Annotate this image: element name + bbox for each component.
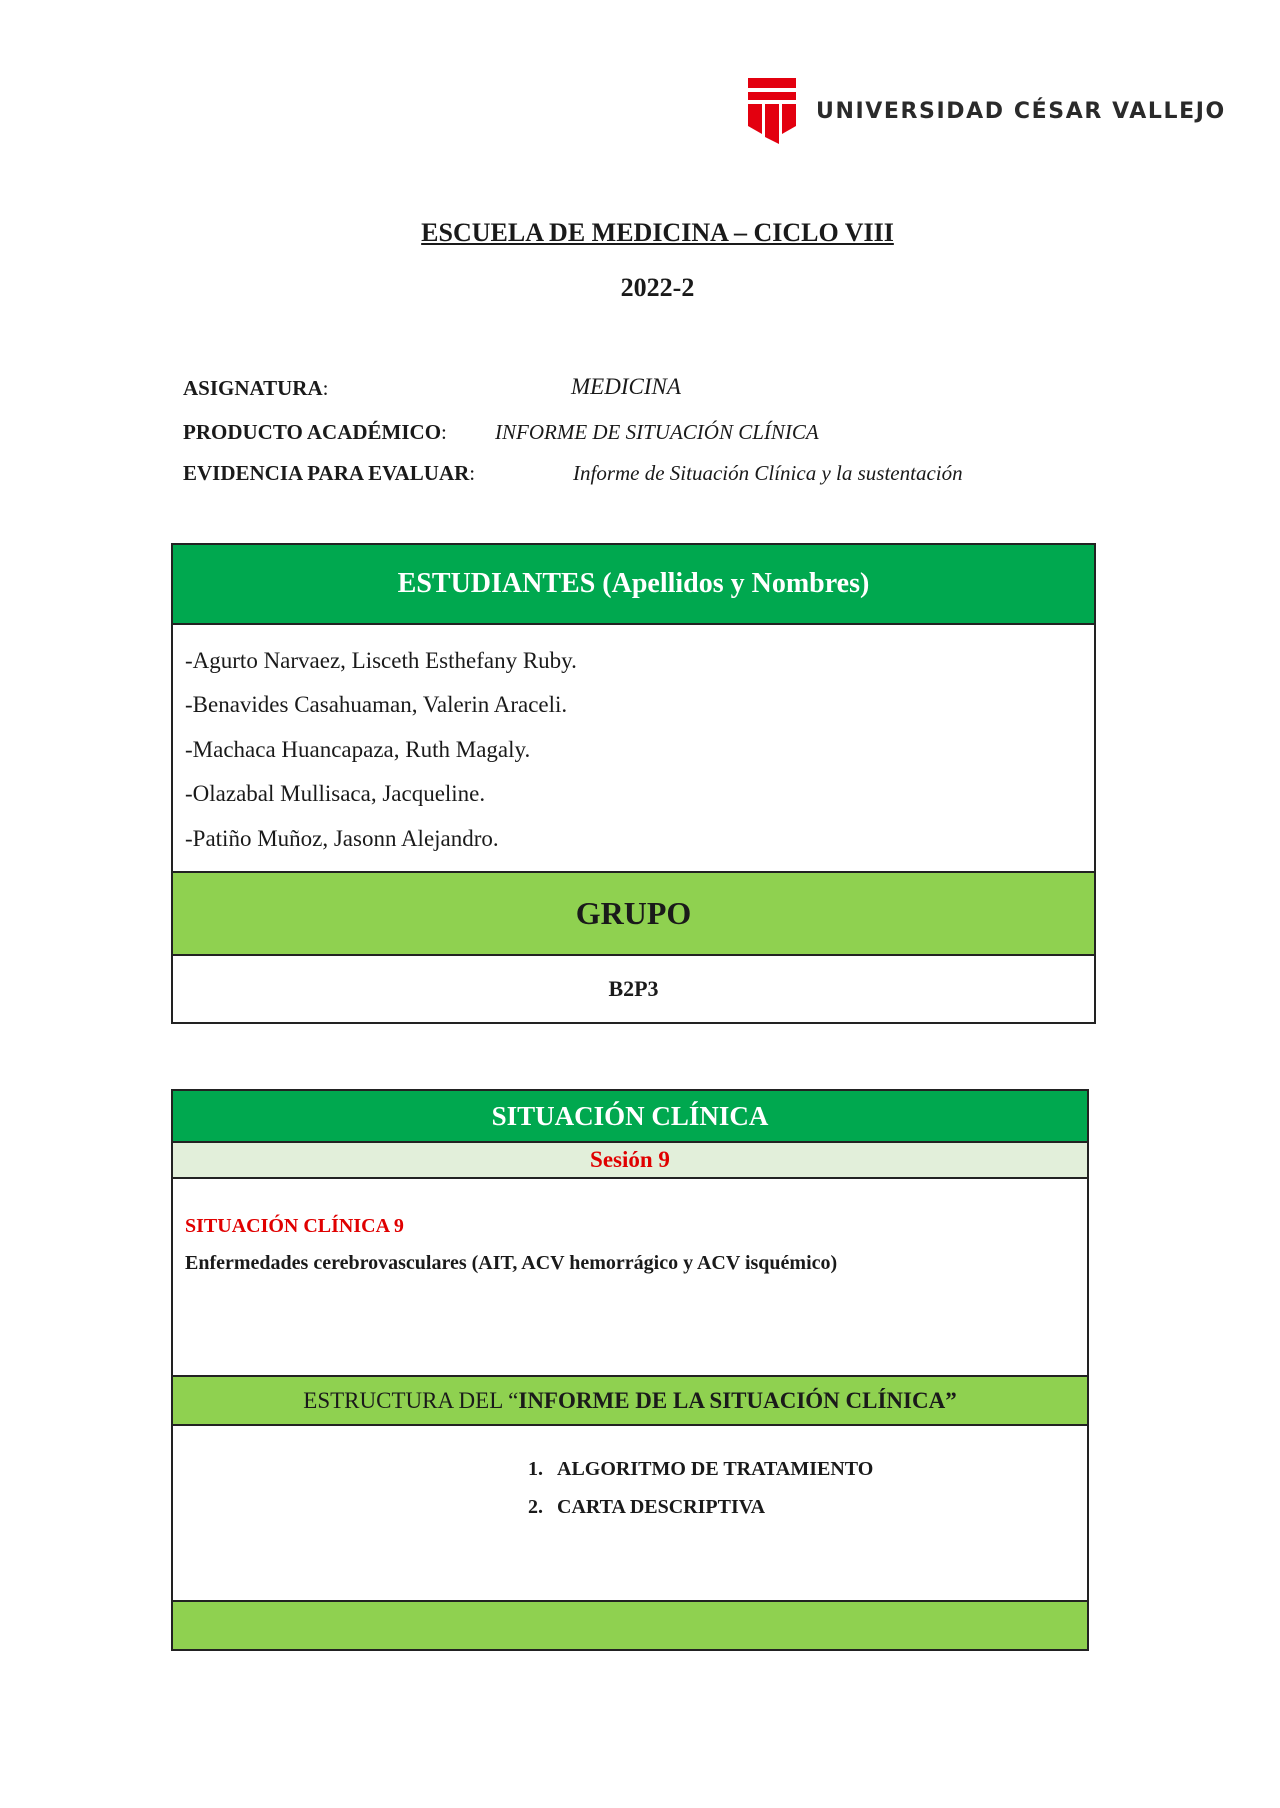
product-value: INFORME DE SITUACIÓN CLÍNICA — [495, 420, 819, 444]
student-name: -Olazabal Mullisaca, Jacqueline. — [185, 781, 486, 807]
university-name: UNIVERSIDAD CÉSAR VALLEJO — [816, 98, 1226, 124]
session-label: Sesión 9 — [590, 1147, 670, 1172]
list-item: 2. CARTA DESCRIPTIVA — [528, 1496, 766, 1518]
structure-prefix: ESTRUCTURA DEL “ — [303, 1387, 519, 1413]
group-value: B2P3 — [172, 955, 1095, 1023]
group-header: GRUPO — [172, 872, 1095, 955]
case-cell — [172, 1178, 1088, 1376]
university-logo — [744, 78, 1226, 144]
period-title: 2022-2 — [620, 273, 695, 302]
evidence-label: EVIDENCIA PARA EVALUAR — [183, 461, 470, 485]
subject-row: ASIGNATURA: MEDICINA — [183, 374, 681, 400]
clinical-situation-table — [171, 1089, 1089, 1651]
school-cycle-title: ESCUELA DE MEDICINA – CICLO VIII — [421, 218, 894, 247]
list-item: 1. ALGORITMO DE TRATAMIENTO — [528, 1458, 874, 1480]
case-title: SITUACIÓN CLÍNICA 9 — [185, 1215, 404, 1237]
structure-list — [503, 1450, 1087, 1526]
footer-bar — [172, 1601, 1088, 1650]
session-cell — [172, 1142, 1088, 1178]
student-name: -Agurto Narvaez, Lisceth Esthefany Ruby. — [185, 647, 577, 673]
product-label: PRODUCTO ACADÉMICO — [183, 420, 442, 444]
structure-title: INFORME DE LA SITUACIÓN CLÍNICA” — [518, 1387, 957, 1413]
students-header: ESTUDIANTES (Apellidos y Nombres) — [172, 544, 1095, 624]
subject-value: MEDICINA — [571, 374, 681, 399]
product-row: PRODUCTO ACADÉMICO: INFORME DE SITUACIÓN CLÍNICA — [183, 420, 819, 444]
university-shield-icon — [744, 78, 800, 144]
student-name: -Machaca Huancapaza, Ruth Magaly. — [185, 736, 531, 762]
students-table — [171, 543, 1096, 1024]
structure-header — [172, 1376, 1088, 1425]
student-name: -Patiño Muñoz, Jasonn Alejandro. — [185, 825, 499, 851]
case-description: Enfermedades cerebrovasculares (AIT, ACV hemorrágico y ACV isquémico) — [185, 1252, 838, 1274]
evidence-row: EVIDENCIA PARA EVALUAR: Informe de Situación Clínica y la sustentación — [183, 461, 963, 485]
students-list — [172, 624, 1095, 872]
evidence-value: Informe de Situación Clínica y la sustentación — [573, 461, 963, 485]
subject-label: ASIGNATURA — [183, 376, 323, 400]
student-name: -Benavides Casahuaman, Valerin Araceli. — [185, 692, 568, 718]
clinical-header: SITUACIÓN CLÍNICA — [172, 1090, 1088, 1142]
structure-items-cell — [172, 1425, 1088, 1601]
